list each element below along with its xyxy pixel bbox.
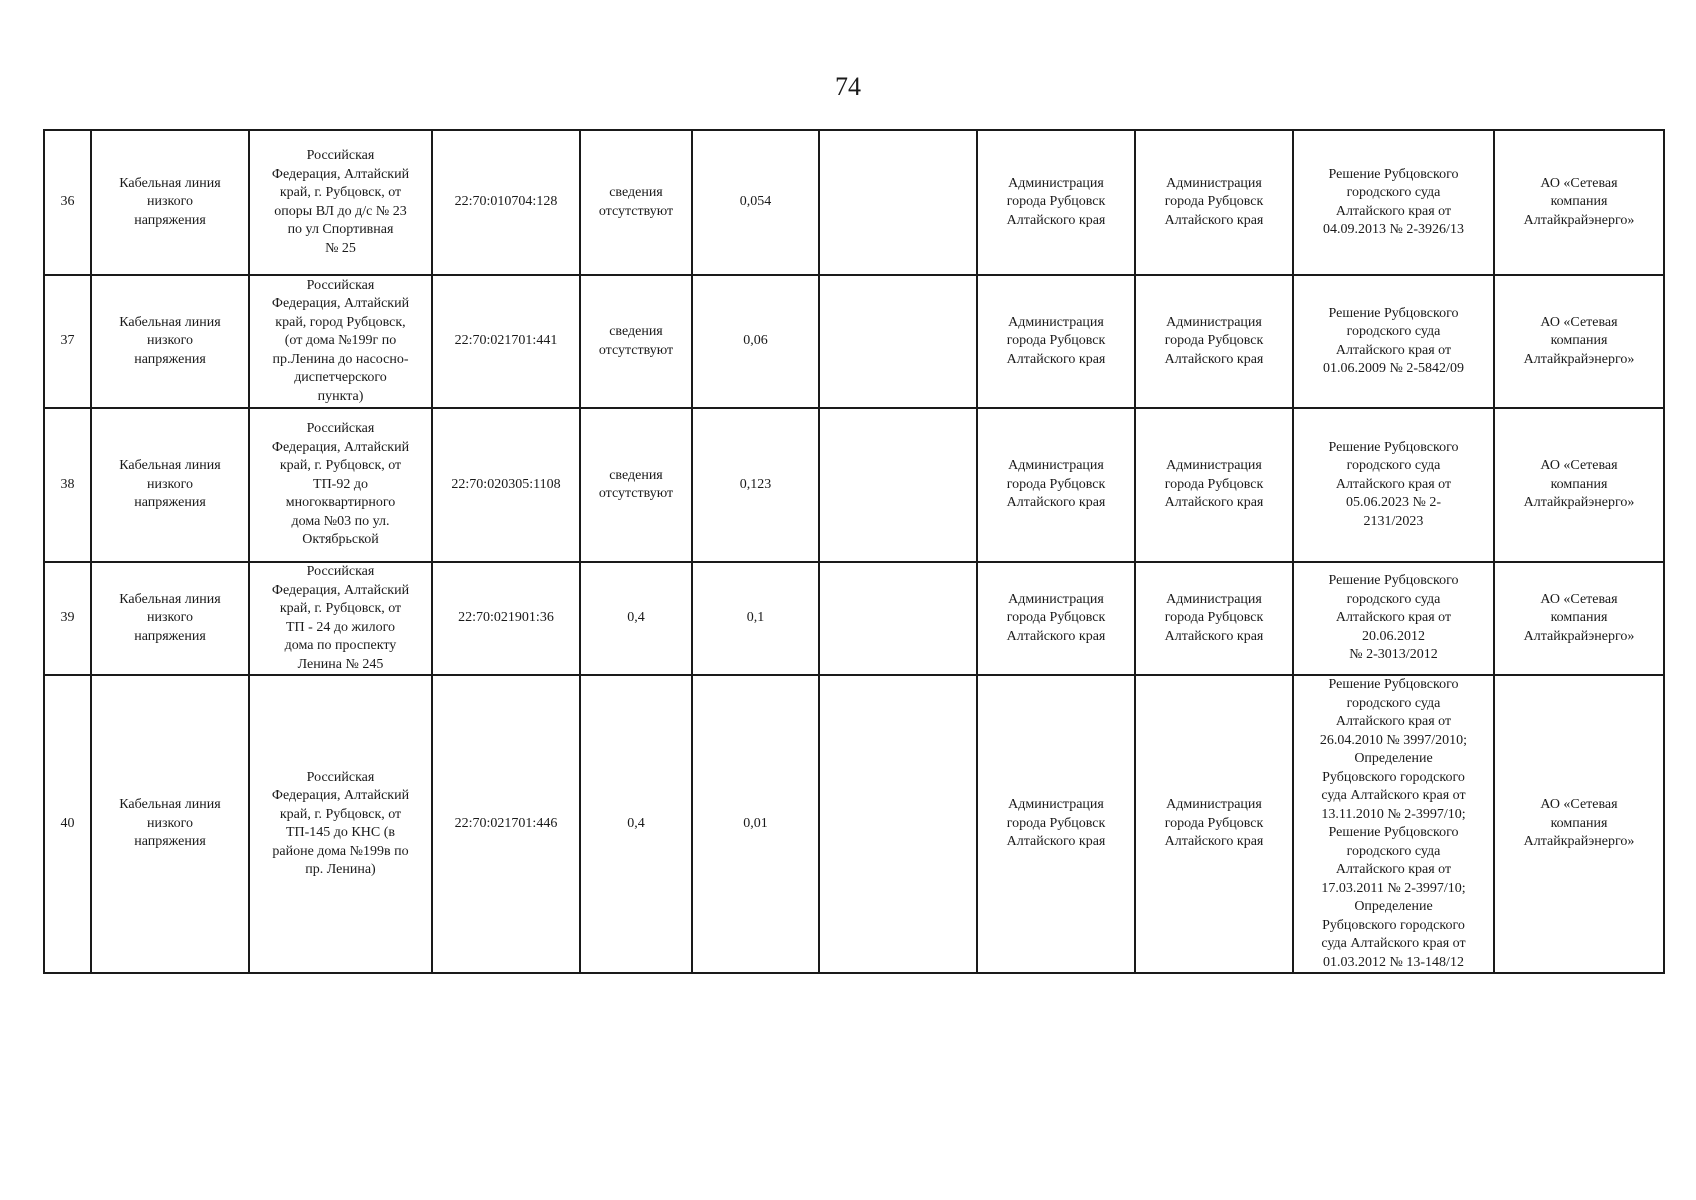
voltage-value: 0,4 (580, 675, 692, 973)
holder-name: Администрация города Рубцовск Алтайского края (1135, 675, 1293, 973)
object-name: Кабельная линия низкого напряжения (91, 408, 249, 562)
table-row (44, 130, 1664, 275)
row-number: 38 (44, 408, 91, 562)
length-value: 0,123 (692, 408, 819, 562)
registry-table (43, 129, 1665, 974)
object-address: Российская Федерация, Алтайский край, г. Рубцовск, от опоры ВЛ до д/с № 23 по ул Спортивная № 25 (249, 130, 432, 275)
legal-basis: Решение Рубцовского городского суда Алтайского края от 20.06.2012 № 2-3013/2012 (1293, 562, 1494, 675)
empty-cell (819, 130, 977, 275)
owner-name: Администрация города Рубцовск Алтайского края (977, 562, 1135, 675)
object-name: Кабельная линия низкого напряжения (91, 675, 249, 973)
table-row (44, 408, 1664, 562)
length-value: 0,06 (692, 275, 819, 408)
holder-name: Администрация города Рубцовск Алтайского края (1135, 130, 1293, 275)
operator-name: АО «Сетевая компания Алтайкрайэнерго» (1494, 408, 1664, 562)
voltage-value: сведения отсутствуют (580, 130, 692, 275)
voltage-value: 0,4 (580, 562, 692, 675)
owner-name: Администрация города Рубцовск Алтайского края (977, 130, 1135, 275)
length-value: 0,01 (692, 675, 819, 973)
operator-name: АО «Сетевая компания Алтайкрайэнерго» (1494, 130, 1664, 275)
legal-basis: Решение Рубцовского городского суда Алтайского края от 01.06.2009 № 2-5842/09 (1293, 275, 1494, 408)
length-value: 0,054 (692, 130, 819, 275)
owner-name: Администрация города Рубцовск Алтайского края (977, 408, 1135, 562)
table-row (44, 562, 1664, 675)
cadastral-number: 22:70:021901:36 (432, 562, 580, 675)
holder-name: Администрация города Рубцовск Алтайского края (1135, 275, 1293, 408)
holder-name: Администрация города Рубцовск Алтайского края (1135, 562, 1293, 675)
owner-name: Администрация города Рубцовск Алтайского края (977, 675, 1135, 973)
operator-name: АО «Сетевая компания Алтайкрайэнерго» (1494, 562, 1664, 675)
empty-cell (819, 275, 977, 408)
object-address: Российская Федерация, Алтайский край, город Рубцовск, (от дома №199г по пр.Ленина до насосно- диспетчерского пункта) (249, 275, 432, 408)
cadastral-number: 22:70:021701:441 (432, 275, 580, 408)
legal-basis: Решение Рубцовского городского суда Алтайского края от 05.06.2023 № 2- 2131/2023 (1293, 408, 1494, 562)
cadastral-number: 22:70:020305:1108 (432, 408, 580, 562)
page-number: 74 (835, 72, 861, 101)
row-number: 36 (44, 130, 91, 275)
empty-cell (819, 408, 977, 562)
operator-name: АО «Сетевая компания Алтайкрайэнерго» (1494, 675, 1664, 973)
table-row (44, 275, 1664, 408)
empty-cell (819, 562, 977, 675)
object-address: Российская Федерация, Алтайский край, г. Рубцовск, от ТП-145 до КНС (в районе дома №199в по пр. Ленина) (249, 675, 432, 973)
cadastral-number: 22:70:010704:128 (432, 130, 580, 275)
owner-name: Администрация города Рубцовск Алтайского края (977, 275, 1135, 408)
object-name: Кабельная линия низкого напряжения (91, 275, 249, 408)
row-number: 37 (44, 275, 91, 408)
voltage-value: сведения отсутствуют (580, 275, 692, 408)
row-number: 39 (44, 562, 91, 675)
cadastral-number: 22:70:021701:446 (432, 675, 580, 973)
voltage-value: сведения отсутствуют (580, 408, 692, 562)
legal-basis: Решение Рубцовского городского суда Алтайского края от 04.09.2013 № 2-3926/13 (1293, 130, 1494, 275)
object-name: Кабельная линия низкого напряжения (91, 130, 249, 275)
object-address: Российская Федерация, Алтайский край, г. Рубцовск, от ТП-92 до многоквартирного дома №03 по ул. Октябрьской (249, 408, 432, 562)
row-number: 40 (44, 675, 91, 973)
legal-basis: Решение Рубцовского городского суда Алтайского края от 26.04.2010 № 3997/2010; Определение Рубцовского городского суда Алтайского края от 13.11.2010 № 2-3997/10; Решение Рубцовского городского суда Алтайского края от 17.03.2011 № 2-3997/10; Определение Рубцовского городского суда Алтайского края от 01.03.2012 № 13-148/12 (1293, 675, 1494, 973)
empty-cell (819, 675, 977, 973)
object-name: Кабельная линия низкого напряжения (91, 562, 249, 675)
operator-name: АО «Сетевая компания Алтайкрайэнерго» (1494, 275, 1664, 408)
length-value: 0,1 (692, 562, 819, 675)
object-address: Российская Федерация, Алтайский край, г. Рубцовск, от ТП - 24 до жилого дома по проспекту Ленина № 245 (249, 562, 432, 675)
holder-name: Администрация города Рубцовск Алтайского края (1135, 408, 1293, 562)
table-row (44, 675, 1664, 973)
